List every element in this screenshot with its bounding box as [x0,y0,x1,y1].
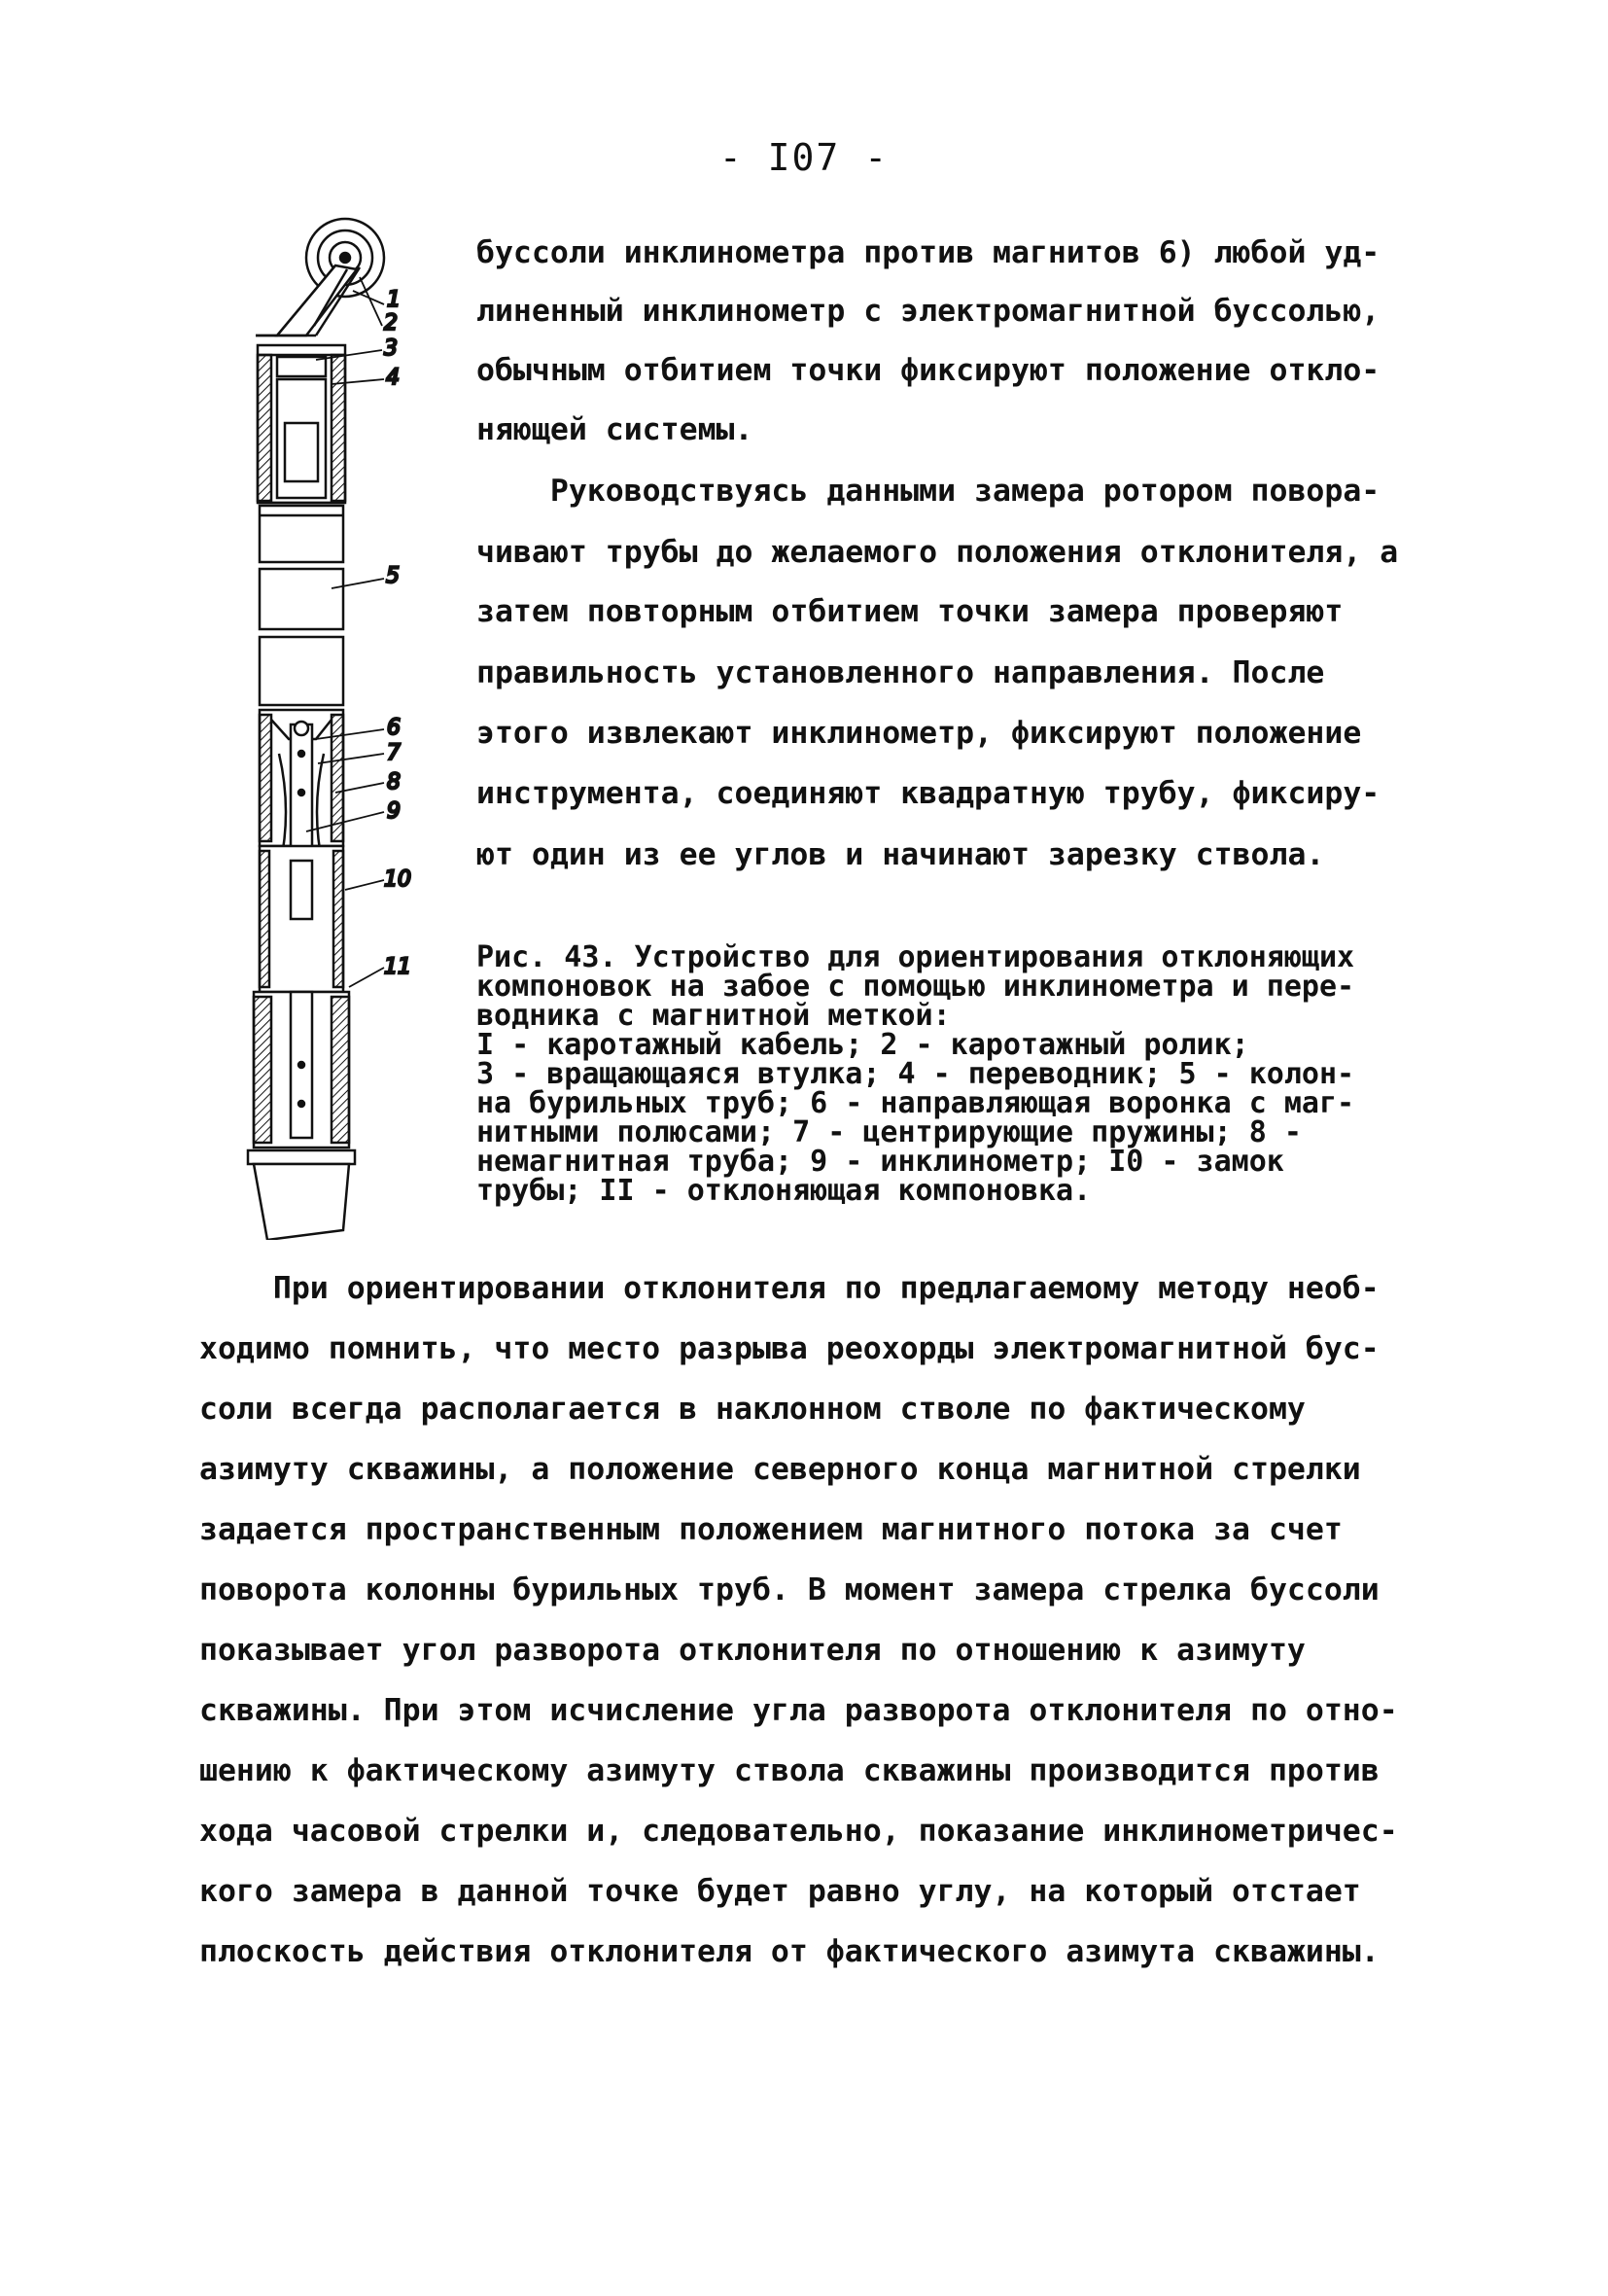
text-line: азимуту скважины, а положение северного конца магнитной стрелки [199,1452,1361,1487]
text-line: При ориентировании отклонителя по предлагаемому методу необ- [199,1271,1380,1306]
figure-label-7: 7 [387,741,401,765]
text-line: няющей системы. [476,412,753,447]
caption-line: 3 - вращающаяся втулка; 4 - переводник; 5 - колон- [476,1057,1355,1091]
page-number: - I07 - [718,136,890,179]
figure-43-drawing [238,209,442,1240]
text-line: плоскость действия отклонителя от фактического азимута скважины. [199,1934,1380,1969]
text-line: ходимо помнить, что место разрыва реохорды электромагнитной бус- [199,1331,1380,1366]
rotating-sleeve-and-sub [258,345,345,503]
caption-line: немагнитная труба; 9 - инклинометр; I0 - замок [476,1145,1284,1179]
text-line: шению к фактическому азимуту ствола скважины производится против [199,1753,1380,1788]
text-line: показывает угол разворота отклонителя по отношению к азимуту [199,1633,1306,1668]
deflecting-assembly [248,1150,355,1240]
figure-label-4: 4 [386,366,400,390]
figure-label-3: 3 [384,336,398,361]
text-line: инструмента, соединяют квадратную трубу, фиксиру- [476,776,1381,811]
text-line: Руководствуясь данными замера ротором повора- [476,474,1381,509]
text-line: хода часовой стрелки и, следовательно, показание инклинометричес- [199,1814,1398,1849]
logging-cable [256,265,360,336]
text-line: поворота колонны бурильных труб. В момент замера стрелка буссоли [199,1572,1380,1607]
figure-label-9: 9 [387,799,401,824]
text-line: ют один из ее углов и начинают зарезку ствола. [476,837,1325,872]
caption-line: нитными полюсами; 7 - центрирующие пружины; 8 - [476,1115,1302,1149]
figure-label-5: 5 [386,564,400,588]
drill-pipe-column [260,506,343,705]
text-line: затем повторным отбитием точки замера проверяют [476,594,1344,629]
text-line: буссоли инклинометра против магнитов 6) любой уд- [476,235,1381,270]
caption-line: на бурильных труб; 6 - направляющая воронка с маг- [476,1086,1355,1120]
text-line: чивают трубы до желаемого положения отклонителя, а [476,535,1399,570]
caption-line: водника с магнитной меткой: [476,999,951,1033]
caption-line: Рис. 43. Устройство для ориентирования отклоняющих [476,940,1355,974]
tool-joint [254,992,349,1148]
caption-line: трубы; II - отклоняющая компоновка. [476,1174,1092,1208]
text-line: обычным отбитием точки фиксируют положение откло- [476,353,1381,388]
text-line: задается пространственным положением магнитного потока за счет [199,1512,1343,1547]
text-line: линенный инклинометр с электромагнитной буссолью, [476,294,1381,329]
figure-label-1: 1 [387,288,401,312]
text-line: правильность установленного направления. После [476,655,1325,690]
figure-label-2: 2 [384,311,398,336]
figure-label-6: 6 [387,716,401,740]
figure-label-8: 8 [387,770,401,795]
text-line: соли всегда располагается в наклонном стволе по фактическому [199,1392,1306,1427]
non-magnetic-pipe [260,710,343,992]
figure-label-11: 11 [384,955,411,979]
text-line: скважины. При этом исчисление угла разворота отклонителя по отно- [199,1693,1398,1728]
text-line: этого извлекают инклинометр, фиксируют положение [476,716,1362,751]
caption-line: I - каротажный кабель; 2 - каротажный ролик; [476,1028,1249,1062]
figure-label-10: 10 [384,867,411,892]
text-line: кого замера в данной точке будет равно углу, на который отстает [199,1874,1361,1909]
caption-line: компоновок на забое с помощью инклинометра и пере- [476,970,1355,1004]
